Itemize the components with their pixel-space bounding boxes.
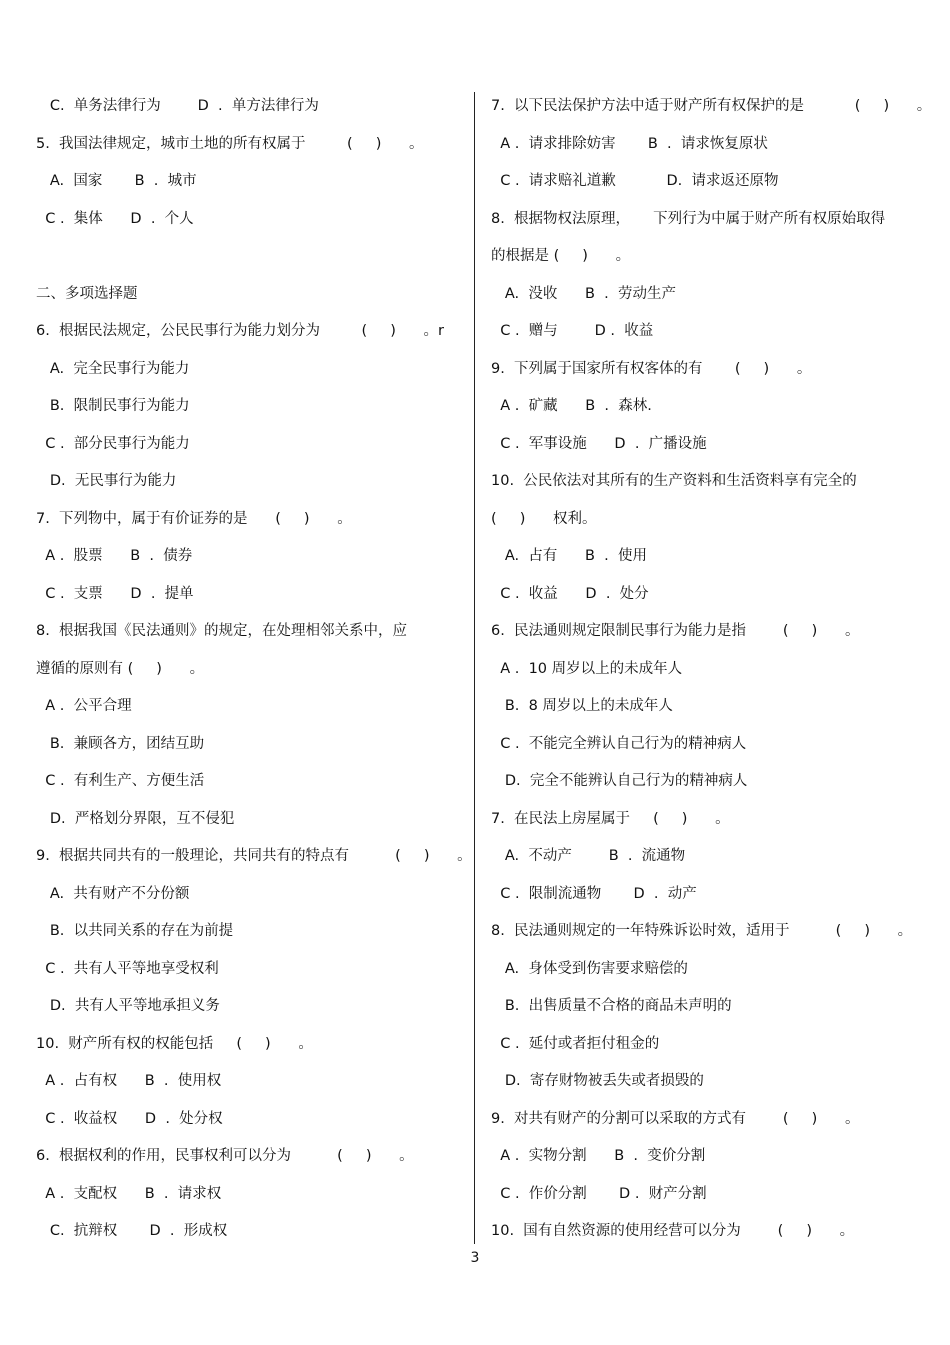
text-line: B. 兼顾各方，团结互助 xyxy=(36,735,205,752)
text-line: 的根据是 ( ) 。 xyxy=(491,248,631,264)
text-line: C . 不能完全辨认自己行为的精神病人 xyxy=(491,735,747,752)
text-line: 6. 民法通则规定限制民事行为能力是指 ( ) 。 xyxy=(491,623,860,639)
text-line: C . 军事设施 D . 广播设施 xyxy=(491,435,707,452)
text-line: 6. 根据权利的作用，民事权利可以分为 ( ) 。 xyxy=(36,1148,414,1164)
text-line: 8. 根据物权法原理， 下列行为中属于财产所有权原始取得 xyxy=(491,210,886,227)
text-line: A. 完全民事行为能力 xyxy=(36,360,190,377)
text-line: A. 国家 B . 城市 xyxy=(36,173,197,189)
text-line: 7. 下列物中，属于有价证券的是 ( ) 。 xyxy=(36,510,352,527)
text-line: C. 单务法律行为 D . 单方法律行为 xyxy=(36,98,319,114)
text-line: 9. 根据共同共有的一般理论，共同共有的特点有 ( ) 。 xyxy=(36,848,472,864)
right-column xyxy=(491,88,931,1251)
text-line: A . 请求排除妨害 B . 请求恢复原状 xyxy=(491,135,768,152)
text-line: ( ) 权利。 xyxy=(491,510,597,527)
text-line: A . 占有权 B . 使用权 xyxy=(36,1073,222,1089)
text-line: B. 限制民事行为能力 xyxy=(36,398,190,414)
text-line: C . 收益 D . 处分 xyxy=(491,585,649,602)
text-line: D. 完全不能辨认自己行为的精神病人 xyxy=(491,773,748,789)
text-line: 8. 民法通则规定的一年特殊诉讼时效，适用于 ( ) 。 xyxy=(491,923,913,939)
text-line: C . 赠与 D . 收益 xyxy=(491,323,654,339)
text-line: C . 作价分割 D . 财产分割 xyxy=(491,1185,707,1202)
text-line: A. 占有 B . 使用 xyxy=(491,548,647,564)
text-line: D. 共有人平等地承担义务 xyxy=(36,998,220,1014)
text-line: C. 抗辩权 D . 形成权 xyxy=(36,1223,228,1239)
text-line: 8. 根据我国《民法通则》的规定，在处理相邻关系中，应 xyxy=(36,623,408,639)
text-line: A . 10 周岁以上的未成年人 xyxy=(491,660,683,677)
text-line: C . 共有人平等地享受权利 xyxy=(36,960,219,977)
text-line: B. 8 周岁以上的未成年人 xyxy=(491,698,673,714)
text-line: A. 不动产 B . 流通物 xyxy=(491,848,686,864)
text-line: D. 严格划分界限，互不侵犯 xyxy=(36,810,235,827)
text-line: A. 没收 B . 劳动生产 xyxy=(491,285,676,302)
text-line: 7. 以下民法保护方法中适于财产所有权保护的是 ( ) 。 xyxy=(491,98,932,114)
text-line: 10. 公民依法对其所有的生产资料和生活资料享有完全的 xyxy=(491,473,857,489)
text-line: A . 股票 B . 债券 xyxy=(36,548,193,564)
text-line: 10. 财产所有权的权能包括 ( ) 。 xyxy=(36,1035,313,1052)
text-line: 9. 对共有财产的分割可以采取的方式有 ( ) 。 xyxy=(491,1110,860,1127)
section-heading: 二、多项选择题 xyxy=(36,285,138,302)
text-line: B. 以共同关系的存在为前提 xyxy=(36,923,234,939)
text-line: A . 支配权 B . 请求权 xyxy=(36,1185,222,1202)
text-line: C . 请求赔礼道歉 D. 请求返还原物 xyxy=(491,173,779,189)
text-line: C . 限制流通物 D . 动产 xyxy=(491,885,697,902)
text-line: C . 收益权 D . 处分权 xyxy=(36,1110,223,1127)
text-line: A. 共有财产不分份额 xyxy=(36,885,190,902)
text-line: C . 有利生产、方便生活 xyxy=(36,773,205,789)
text-line: A. 身体受到伤害要求赔偿的 xyxy=(491,960,688,977)
text-line: C . 支票 D . 提单 xyxy=(36,585,194,602)
left-column xyxy=(36,88,472,1251)
text-line: A . 实物分割 B . 变价分割 xyxy=(491,1148,706,1164)
blank-line xyxy=(36,238,466,276)
text-line: A . 矿藏 B . 森林. xyxy=(491,398,652,414)
text-line: B. 出售质量不合格的商品未声明的 xyxy=(491,998,732,1014)
text-line: 10. 国有自然资源的使用经营可以分为 ( ) 。 xyxy=(491,1223,855,1239)
page-number: 3 xyxy=(470,1250,480,1266)
text-line: C . 延付或者拒付租金的 xyxy=(491,1035,660,1052)
text-line: C . 部分民事行为能力 xyxy=(36,435,190,452)
text-line: 5. 我国法律规定，城市土地的所有权属于 ( ) 。 xyxy=(36,135,424,152)
text-line: 9. 下列属于国家所有权客体的有 ( ) 。 xyxy=(491,360,812,377)
text-line: C . 集体 D . 个人 xyxy=(36,210,194,227)
text-line: D. 寄存财物被丢失或者损毁的 xyxy=(491,1073,704,1089)
text-line: 遵循的原则有 ( ) 。 xyxy=(36,660,205,677)
text-line: D. 无民事行为能力 xyxy=(36,473,177,489)
text-line: 6. 根据民法规定，公民民事行为能力划分为 ( ) 。r xyxy=(36,323,445,339)
column-divider xyxy=(474,92,475,1244)
text-line: A . 公平合理 xyxy=(36,698,132,714)
text-line: 7. 在民法上房屋属于 ( ) 。 xyxy=(491,810,730,827)
